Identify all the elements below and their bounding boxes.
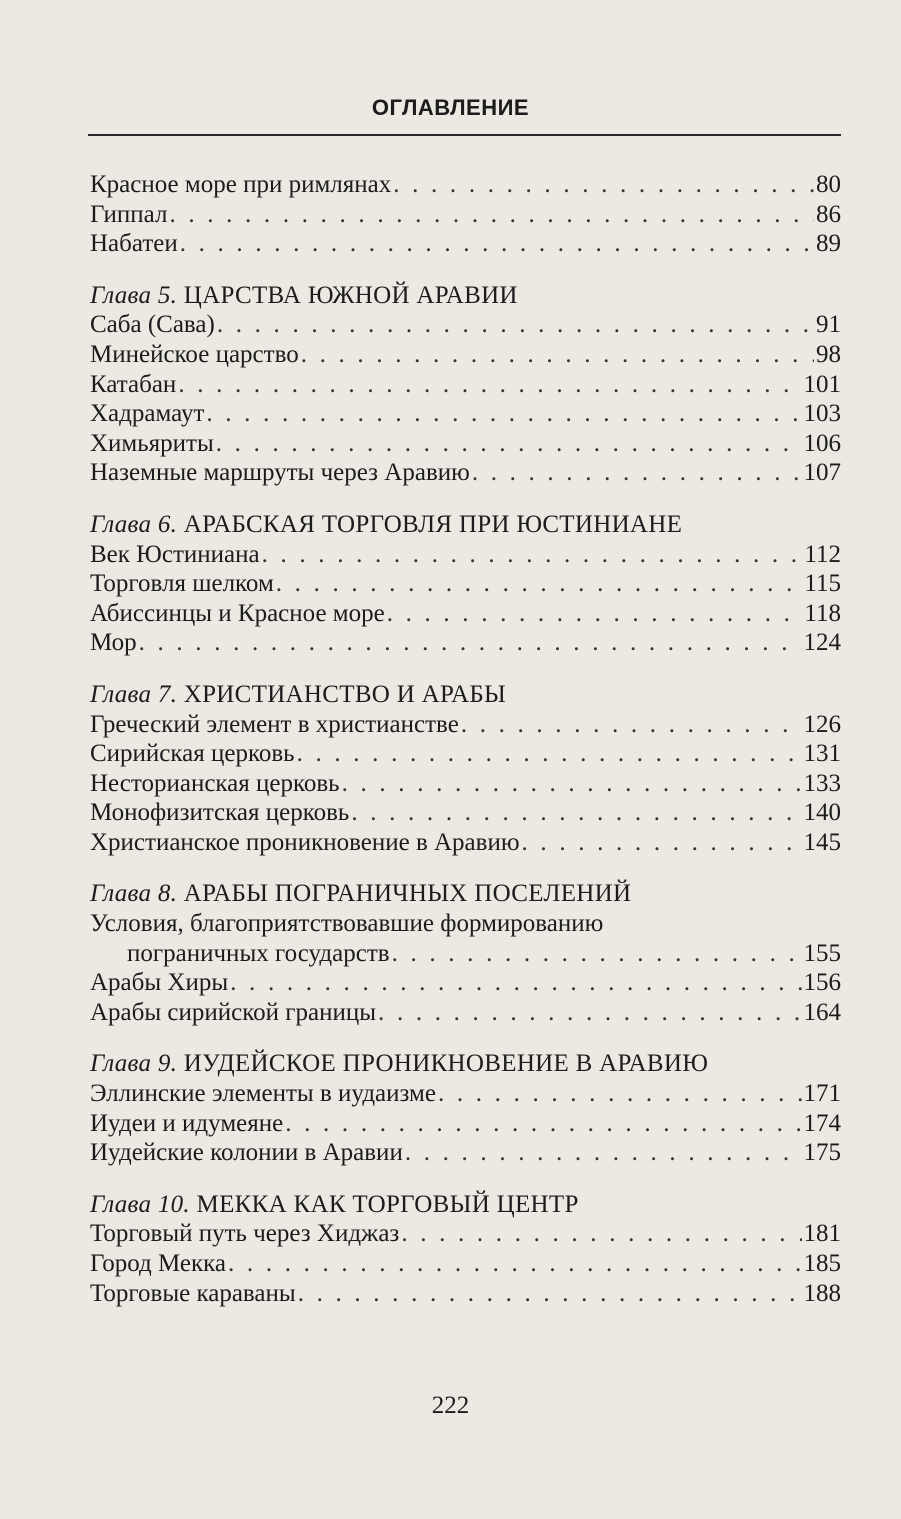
- leader-dots: [169, 200, 814, 230]
- toc-entry-title: Хадрамаут: [90, 400, 205, 428]
- toc-entry-title: Век Юстиниана: [90, 540, 260, 568]
- running-head: ОГЛАВЛЕНИЕ: [371, 95, 530, 120]
- toc-entry-title: Город Мекка: [90, 1250, 227, 1277]
- toc-entry-title: Условия, благоприятствовавшие формированию: [90, 910, 604, 938]
- leader-dots: [206, 399, 801, 429]
- leader-dots: [228, 1249, 801, 1279]
- toc-entry: [90, 458, 841, 488]
- leader-dots: [180, 229, 814, 259]
- leader-dots: [276, 569, 803, 599]
- toc-entry-page: 103: [803, 400, 841, 428]
- toc-entry: [90, 998, 841, 1028]
- toc-entry: [90, 229, 841, 259]
- leader-dots: [298, 1279, 802, 1309]
- leader-dots: [178, 370, 801, 400]
- toc-entry-title: Сирийская церковь: [90, 740, 295, 768]
- toc-entry: [90, 569, 841, 599]
- toc-entry-page: 188: [803, 1279, 841, 1307]
- toc-entry-page: 140: [803, 799, 841, 827]
- toc-entry-title: Монофизитская церковь: [90, 799, 350, 827]
- leader-dots: [393, 170, 814, 200]
- toc-entry-page: 86: [816, 200, 841, 228]
- toc-entry-title: Христианское проникновение в Аравию: [90, 828, 520, 856]
- toc-entry-title-continued: пограничных государств: [127, 939, 390, 967]
- toc-entry-title: Красное море при римлянах: [90, 171, 392, 198]
- chapter-label: Глава 10.: [90, 1190, 190, 1218]
- toc-entry-page: 126: [803, 710, 841, 738]
- toc-entry-title: Торговля шелком: [90, 570, 274, 598]
- toc-entry: [90, 1079, 841, 1109]
- toc-entry-title: Торговый путь через Хиджаз: [90, 1220, 400, 1248]
- toc-entry: [90, 1249, 841, 1279]
- toc-entry-page: 112: [804, 540, 841, 568]
- leader-dots: [378, 998, 801, 1028]
- toc-entry-title: Абиссинцы и Красное море: [90, 599, 385, 627]
- toc-entry-title: Торговые караваны: [90, 1279, 296, 1307]
- toc-entry-page: 171: [803, 1080, 841, 1108]
- chapter-title: ХРИСТИАНСТВО И АРАБЫ: [183, 680, 507, 708]
- toc-entry-page: 115: [804, 570, 841, 598]
- toc-entry-title: Арабы Хиры: [90, 969, 229, 997]
- toc-entry-page: 91: [816, 311, 841, 339]
- toc-entry-title: Иудеи и идумеяне: [90, 1109, 284, 1137]
- toc-entry-page: 181: [803, 1220, 841, 1248]
- chapter-heading: [90, 1049, 841, 1079]
- leader-dots: [342, 769, 802, 799]
- chapter-heading: [90, 879, 841, 909]
- leader-dots: [472, 458, 802, 488]
- toc-entry-title: Минейское царство: [90, 340, 299, 368]
- chapter-label: Глава 8.: [90, 880, 178, 908]
- toc-entry-title: Катабан: [90, 370, 177, 398]
- leader-dots: [262, 540, 803, 570]
- toc-entry: [90, 429, 841, 459]
- toc-entry-page: 124: [803, 629, 841, 657]
- toc-entry: [90, 1109, 841, 1139]
- chapter-heading: [90, 281, 841, 311]
- toc-entry: [90, 939, 841, 969]
- leader-dots: [297, 739, 802, 769]
- leader-dots: [216, 429, 802, 459]
- chapter-label: Глава 7.: [90, 680, 178, 708]
- chapter-title: АРАБЫ ПОГРАНИЧНЫХ ПОСЕЛЕНИЙ: [183, 880, 632, 908]
- toc-entry-title: Эллинские элементы в иудаизме: [90, 1080, 436, 1108]
- leader-dots: [351, 798, 801, 828]
- leader-dots: [230, 968, 801, 998]
- toc-entry: [90, 1279, 841, 1309]
- toc-entry: [90, 399, 841, 429]
- toc-entry-title: Наземные маршруты через Аравию: [90, 459, 470, 487]
- toc-entry: [90, 370, 841, 400]
- toc-entry-title: Гиппал: [90, 200, 168, 228]
- chapter-title: ИУДЕЙСКОЕ ПРОНИКНОВЕНИЕ В АРАВИЮ: [183, 1050, 709, 1078]
- table-of-contents: [90, 170, 841, 1308]
- toc-entry: [90, 170, 841, 200]
- chapter-heading: [90, 680, 841, 710]
- toc-entry-page: 118: [804, 599, 841, 627]
- chapter-title: АРАБСКАЯ ТОРГОВЛЯ ПРИ ЮСТИНИАНЕ: [183, 510, 683, 538]
- toc-entry-page: 89: [816, 230, 841, 258]
- toc-entry: [90, 628, 841, 658]
- toc-entry-title: Химьяриты: [90, 429, 214, 457]
- toc-entry: [90, 769, 841, 799]
- toc-entry: [90, 968, 841, 998]
- chapter-label: Глава 5.: [90, 281, 178, 309]
- toc-entry: [90, 1138, 841, 1168]
- page-number: 222: [431, 1392, 470, 1419]
- toc-entry-title: Мор: [90, 629, 137, 657]
- toc-entry-title: Саба (Сава): [90, 311, 215, 339]
- toc-entry: [90, 200, 841, 230]
- toc-entry-page: 98: [816, 340, 841, 368]
- toc-entry: [90, 540, 841, 570]
- chapter-title: ЦАРСТВА ЮЖНОЙ АРАВИИ: [183, 281, 518, 309]
- chapter-heading: [90, 1190, 841, 1220]
- leader-dots: [438, 1079, 802, 1109]
- toc-entry: [90, 739, 841, 769]
- toc-entry-title: Набатеи: [90, 230, 178, 258]
- leader-dots: [405, 1138, 802, 1168]
- toc-entry-page: 107: [803, 459, 841, 487]
- leader-dots: [217, 310, 814, 340]
- leader-dots: [401, 1219, 801, 1249]
- toc-entry-page: 175: [803, 1139, 841, 1167]
- toc-entry: [90, 310, 841, 340]
- chapter-heading: [90, 510, 841, 540]
- toc-entry-title: Греческий элемент в христианстве: [90, 710, 459, 738]
- toc-entry-page: 156: [803, 969, 841, 997]
- toc-entry-title: Иудейские колонии в Аравии: [90, 1139, 403, 1167]
- toc-entry-title: Несторианская церковь: [90, 769, 340, 797]
- toc-entry: [90, 1219, 841, 1249]
- toc-entry: [90, 798, 841, 828]
- leader-dots: [392, 939, 802, 969]
- toc-entry-page: 174: [803, 1109, 841, 1137]
- toc-entry-page: 101: [803, 370, 841, 398]
- toc-entry-title: Арабы сирийской границы: [90, 998, 377, 1026]
- toc-entry-page: 131: [803, 740, 841, 768]
- chapter-label: Глава 6.: [90, 510, 178, 538]
- toc-entry: [90, 340, 841, 370]
- toc-entry-page: 145: [803, 828, 841, 856]
- leader-dots: [387, 599, 803, 629]
- leader-dots: [285, 1109, 801, 1139]
- toc-entry-page: 106: [803, 429, 841, 457]
- toc-entry-page: 164: [803, 998, 841, 1026]
- leader-dots: [301, 340, 814, 370]
- leader-dots: [139, 628, 802, 658]
- toc-entry: [90, 828, 841, 858]
- toc-entry-page: 133: [803, 769, 841, 797]
- toc-entry-page: 185: [803, 1250, 841, 1277]
- header-rule: [88, 134, 841, 136]
- toc-entry: [90, 710, 841, 740]
- toc-entry: [90, 599, 841, 629]
- leader-dots: [522, 828, 802, 858]
- leader-dots: [461, 710, 802, 740]
- chapter-title: МЕККА КАК ТОРГОВЫЙ ЦЕНТР: [196, 1190, 579, 1218]
- chapter-label: Глава 9.: [90, 1050, 178, 1078]
- toc-entry-page: 155: [803, 939, 841, 967]
- toc-entry-page: 80: [816, 171, 841, 198]
